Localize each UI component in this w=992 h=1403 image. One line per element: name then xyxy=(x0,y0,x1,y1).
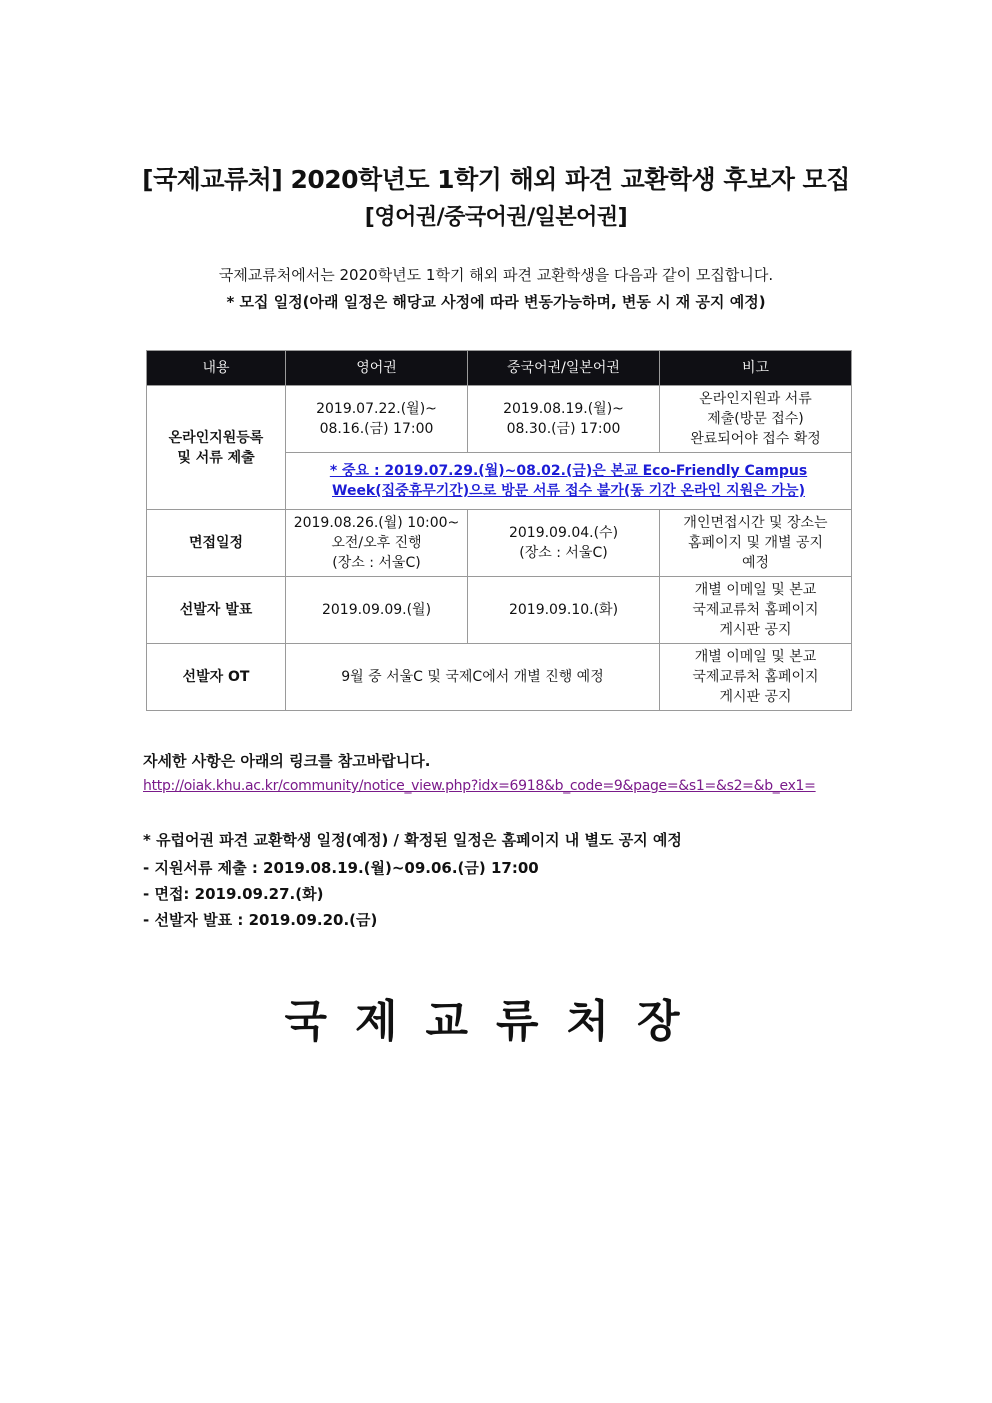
cell-announce-english: 2019.09.09.(월) xyxy=(286,577,468,644)
row-label-online: 온라인지원등록 및 서류 제출 xyxy=(147,386,286,510)
table-row-online xyxy=(147,386,852,453)
schedule-note: * 모집 일정(아래 일정은 해당교 사정에 따라 변동가능하며, 변동 시 재 공지 예정) xyxy=(226,293,766,311)
row-label-ot: 선발자 OT xyxy=(147,644,286,711)
signature: 국제교류처장 xyxy=(284,996,708,1047)
row-label-announce: 선발자 발표 xyxy=(147,577,286,644)
cell-ot-note: 개별 이메일 및 본교 국제교류처 홈페이지 게시판 공지 xyxy=(660,644,852,711)
cell-interview-asian: 2019.09.04.(수) (장소 : 서울C) xyxy=(468,510,660,577)
notice-link[interactable]: http://oiak.khu.ac.kr/community/notice_view.php?idx=6918&b_code=9&page=&s1=&s2=&b_ex1= xyxy=(143,778,816,794)
cell-interview-english: 2019.08.26.(월) 10:00~ 오전/오후 진행 (장소 : 서울C) xyxy=(286,510,468,577)
europe-docs-date: - 지원서류 제출 : 2019.08.19.(월)~09.06.(금) 17:00 xyxy=(143,859,539,877)
table-header-row xyxy=(147,351,852,386)
cell-online-note: 온라인지원과 서류 제출(방문 접수) 완료되어야 접수 확정 xyxy=(660,386,852,453)
cell-online-english: 2019.07.22.(월)~ 08.16.(금) 17:00 xyxy=(286,386,468,453)
table-row-interview xyxy=(147,510,852,577)
cell-ot-schedule: 9월 중 서울C 및 국제C에서 개별 진행 예정 xyxy=(286,644,660,711)
intro-text: 국제교류처에서는 2020학년도 1학기 해외 파견 교환학생을 다음과 같이 모집합니다. xyxy=(218,266,774,284)
header-note: 비고 xyxy=(660,351,852,386)
table-row-announce xyxy=(147,577,852,644)
cell-announce-asian: 2019.09.10.(화) xyxy=(468,577,660,644)
europe-heading: * 유럽어권 파견 교환학생 일정(예정) / 확정된 일정은 홈페이지 내 별도 공지 예정 xyxy=(143,831,682,849)
table-row-ot xyxy=(147,644,852,711)
document-subtitle: [영어권/중국어권/일본어권] xyxy=(364,205,628,230)
cell-announce-note: 개별 이메일 및 본교 국제교류처 홈페이지 게시판 공지 xyxy=(660,577,852,644)
schedule-table xyxy=(146,350,852,711)
europe-interview-date: - 면접: 2019.09.27.(화) xyxy=(143,885,324,903)
important-notice: * 중요 : 2019.07.29.(월)~08.02.(금)은 본교 Eco-Friendly Campus Week(집중휴무기간)으로 방문 서류 접수 불가(동 기간 온라인 지원은 가능) xyxy=(286,453,852,510)
header-english: 영어권 xyxy=(286,351,468,386)
europe-announce-date: - 선발자 발표 : 2019.09.20.(금) xyxy=(143,911,378,929)
header-asian: 중국어권/일본어권 xyxy=(468,351,660,386)
document-title: [국제교류처] 2020학년도 1학기 해외 파견 교환학생 후보자 모집 xyxy=(142,165,850,194)
cell-online-asian: 2019.08.19.(월)~ 08.30.(금) 17:00 xyxy=(468,386,660,453)
more-info-text: 자세한 사항은 아래의 링크를 참고바랍니다. xyxy=(143,752,431,770)
row-label-interview: 면접일정 xyxy=(147,510,286,577)
header-content: 내용 xyxy=(147,351,286,386)
cell-interview-note: 개인면접시간 및 장소는 홈페이지 및 개별 공지 예정 xyxy=(660,510,852,577)
